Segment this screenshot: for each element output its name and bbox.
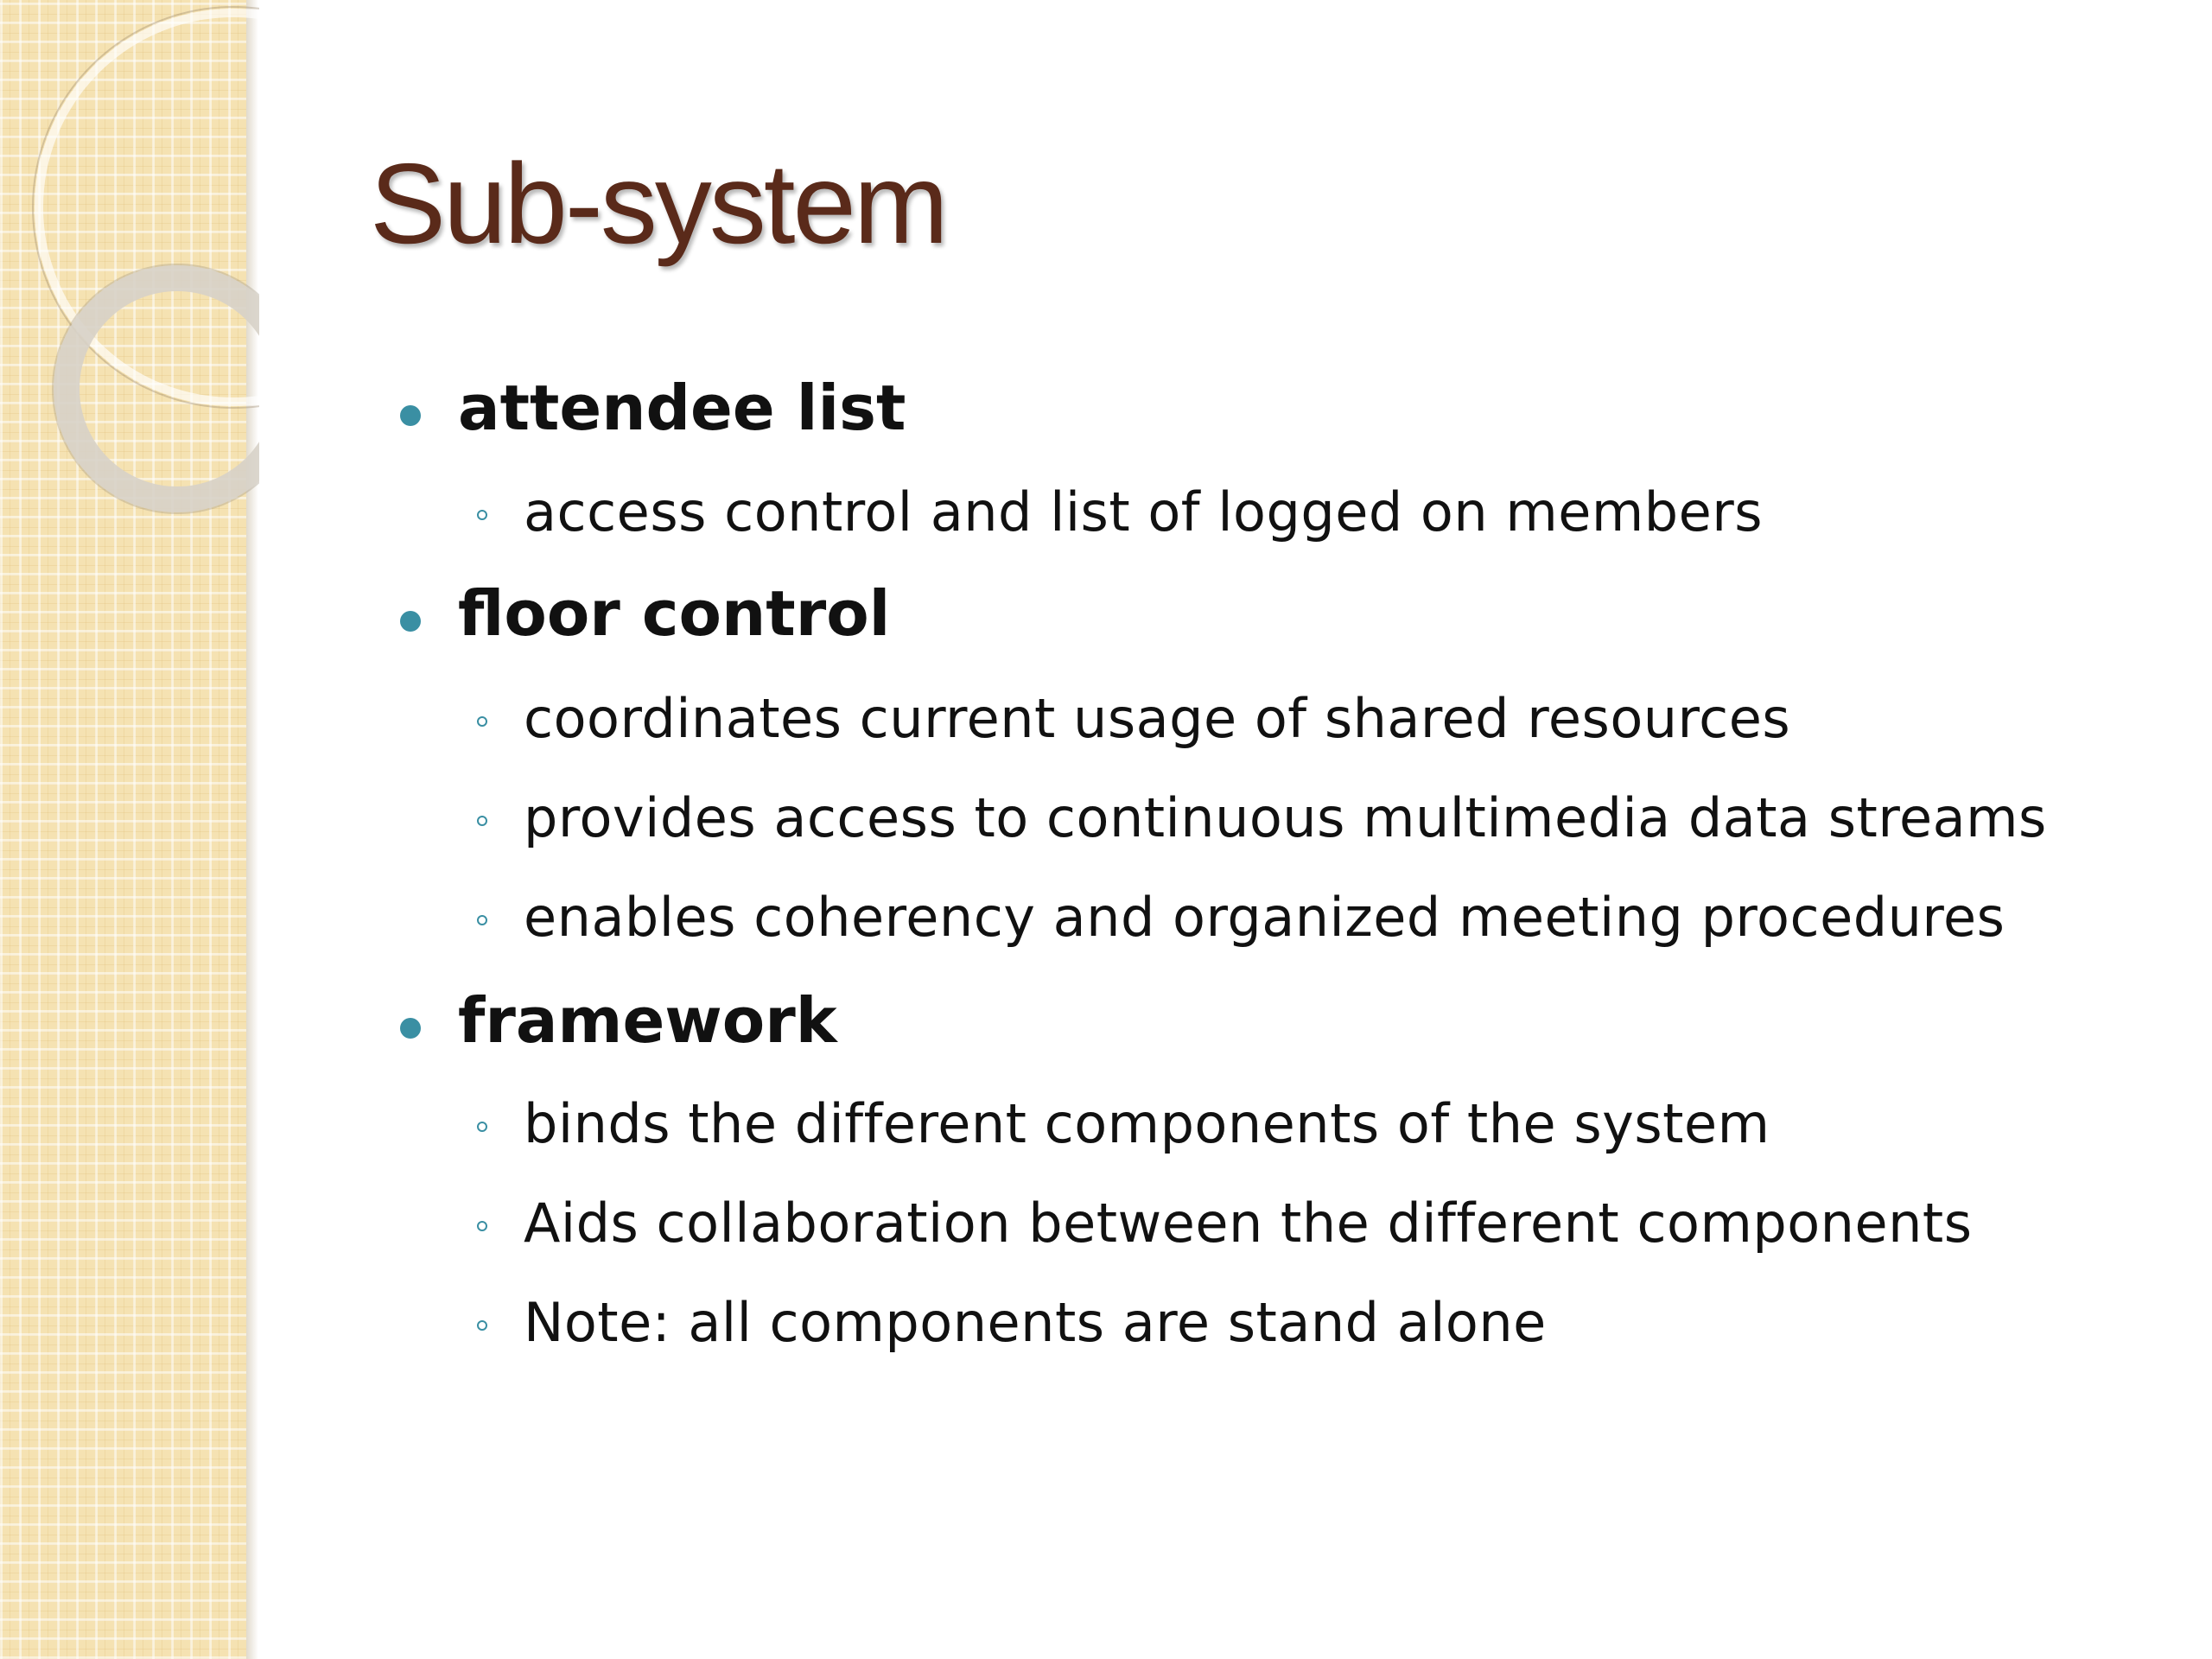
sub-point: enables coherency and organized meeting procedures <box>524 886 2005 949</box>
decorative-rings-icon <box>0 0 259 553</box>
bullet-hollow-icon <box>477 816 487 826</box>
sub-point: access control and list of logged on members <box>524 480 1764 543</box>
bullet-hollow-icon <box>477 510 487 520</box>
bullet-hollow-icon <box>477 915 487 925</box>
sub-point: binds the different components of the system <box>524 1092 1770 1155</box>
bullet-filled-icon <box>400 405 421 426</box>
slide-title: Sub-system <box>370 140 946 267</box>
section-heading-framework: framework <box>458 984 837 1057</box>
bullet-filled-icon <box>400 1018 421 1039</box>
section-heading-floor-control: floor control <box>458 577 891 650</box>
sub-point: coordinates current usage of shared resources <box>524 687 1791 750</box>
bullet-hollow-icon <box>477 1320 487 1331</box>
section-heading-attendee-list: attendee list <box>458 372 906 444</box>
sub-point: Aids collaboration between the different components <box>524 1192 1973 1255</box>
bullet-filled-icon <box>400 611 421 632</box>
sub-point: provides access to continuous multimedia data streams <box>524 786 2047 849</box>
bullet-hollow-icon <box>477 1122 487 1132</box>
bullet-hollow-icon <box>477 716 487 727</box>
sub-point: Note: all components are stand alone <box>524 1291 1547 1354</box>
bullet-hollow-icon <box>477 1221 487 1231</box>
